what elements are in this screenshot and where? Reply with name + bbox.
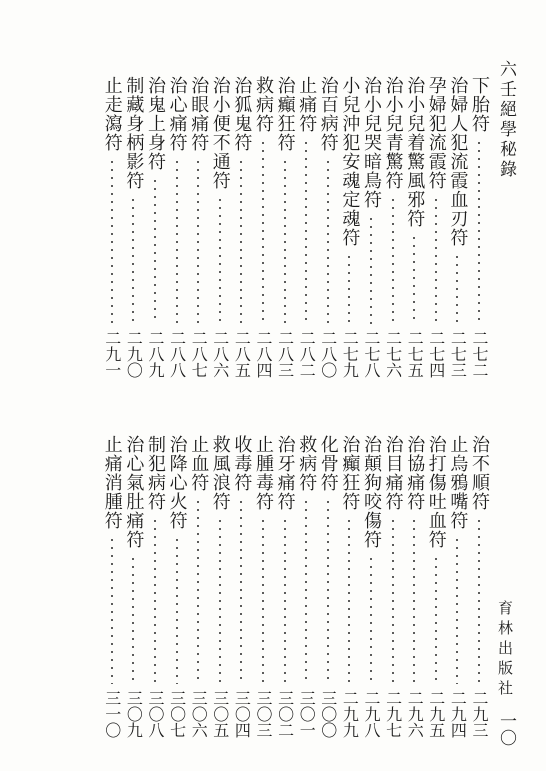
toc-entry-title: 救病符 xyxy=(253,76,274,133)
toc-entry-page: 二七三 xyxy=(448,330,468,378)
toc-entry-page: 二九四 xyxy=(448,690,468,738)
leader-dots xyxy=(262,517,264,684)
toc-entry-title: 止走瀉符 xyxy=(101,76,123,152)
toc-entry-page: 二九八 xyxy=(362,690,381,738)
leader-dots xyxy=(456,253,458,324)
leader-dots xyxy=(132,555,134,684)
toc-entry xyxy=(144,435,166,738)
leader-dots xyxy=(176,158,178,324)
toc-entry-page: 二八九 xyxy=(146,330,165,378)
toc-entry-title: 治鬼上身符 xyxy=(145,76,166,171)
toc-entry-title: 治小兒哭暗鳥符 xyxy=(361,76,382,209)
toc-entry-title: 治百病符 xyxy=(317,76,339,152)
leader-dots xyxy=(392,517,394,684)
toc-entry xyxy=(425,435,447,738)
toc-entry-title: 治癲狂符 xyxy=(339,435,361,511)
toc-entry-title: 制犯病符 xyxy=(145,435,166,511)
toc-entry xyxy=(122,435,144,738)
toc-entry-page: 二七二 xyxy=(470,330,489,378)
toc-entry xyxy=(122,76,144,378)
leader-dots xyxy=(240,158,242,324)
page-number: 一〇 xyxy=(496,712,516,746)
toc-entry-title: 止痛符 xyxy=(296,76,318,133)
leader-dots xyxy=(219,196,221,324)
toc-entry xyxy=(425,76,447,378)
toc-entry-title: 治癲狂符 xyxy=(274,76,296,152)
leader-dots xyxy=(370,215,372,324)
toc-entry-title: 治不順符 xyxy=(469,435,490,511)
leader-dots xyxy=(111,158,113,324)
leader-dots xyxy=(435,196,437,324)
toc-entry-page: 二八八 xyxy=(167,330,187,378)
toc-entry xyxy=(338,435,360,738)
toc-entry-page: 三一〇 xyxy=(102,690,122,738)
toc-entry-title: 救風浪符 xyxy=(209,435,231,511)
toc-entry xyxy=(252,76,274,378)
toc-entry-page: 二七五 xyxy=(405,330,425,378)
toc-entry-title: 孕婦犯流霞符 xyxy=(425,76,447,190)
toc-entry-page: 二八七 xyxy=(189,330,209,378)
toc-entry xyxy=(144,76,166,378)
leader-dots xyxy=(392,196,394,324)
leader-dots xyxy=(327,498,329,684)
leader-dots xyxy=(284,517,286,684)
leader-dots xyxy=(240,498,242,684)
toc-entry-title: 收毒符 xyxy=(231,435,253,492)
toc-entry xyxy=(360,435,382,738)
toc-entry-page: 三〇一 xyxy=(297,690,317,738)
toc-entry xyxy=(338,76,360,378)
toc-entry-page: 三〇七 xyxy=(167,690,187,738)
leader-dots xyxy=(478,517,480,684)
toc-entry xyxy=(166,76,188,378)
toc-entry xyxy=(230,76,252,378)
toc-entry-page: 三〇九 xyxy=(124,690,144,738)
toc-entry-title: 治協痛符 xyxy=(404,435,426,511)
leader-dots xyxy=(370,555,372,684)
toc-entry xyxy=(317,76,339,378)
toc-entry-page: 三〇三 xyxy=(254,690,273,738)
toc-entry-title: 小兒沖犯安魂定魂符 xyxy=(339,76,361,247)
toc-entry-page: 二八三 xyxy=(275,330,295,378)
toc-entry-page: 二九一 xyxy=(102,330,122,378)
leader-dots xyxy=(154,177,156,324)
toc-entry xyxy=(230,435,252,738)
toc-entry-title: 治小兒着驚風邪符 xyxy=(404,76,426,228)
toc-entry-page: 二七六 xyxy=(383,330,403,378)
toc-entry xyxy=(166,435,188,738)
toc-entry xyxy=(209,76,231,378)
leader-dots xyxy=(327,158,329,324)
publisher-name: 育林出版社 xyxy=(496,600,514,700)
toc-entry xyxy=(382,76,404,378)
toc-entry-title: 治婦人犯流霞血刃符 xyxy=(447,76,469,247)
toc-entry xyxy=(360,76,382,378)
toc-entry-page: 二七四 xyxy=(426,330,446,378)
toc-entry-title: 止腫毒符 xyxy=(253,435,274,511)
toc-entry-title: 止血符 xyxy=(188,435,210,492)
toc-entry xyxy=(101,435,123,738)
toc-entry-page: 二九七 xyxy=(383,690,403,738)
toc-entry xyxy=(295,435,317,738)
toc-entry xyxy=(187,435,209,738)
toc-entry-title: 治打傷吐血符 xyxy=(425,435,447,549)
leader-dots xyxy=(219,517,221,684)
toc-entry-page: 二九〇 xyxy=(124,330,144,378)
toc-entry-title: 下胎符 xyxy=(469,76,490,133)
toc-entry xyxy=(274,435,296,738)
toc-entry xyxy=(446,435,468,738)
toc-entry-page: 三〇四 xyxy=(232,690,252,738)
toc-entry xyxy=(468,435,490,738)
toc-entry-title: 止痛消腫符 xyxy=(101,435,123,530)
leader-dots xyxy=(262,139,264,324)
toc-entry-page: 二八四 xyxy=(254,330,273,378)
toc-entry-title: 治心氣肚痛符 xyxy=(123,435,145,549)
toc-entry-title: 治降心火符 xyxy=(166,435,188,530)
toc-entry xyxy=(446,76,468,378)
running-title: 六壬絕學秘錄 xyxy=(496,60,516,180)
toc-entry-title: 制藏身柄影符 xyxy=(123,76,145,190)
leader-dots xyxy=(176,536,178,684)
toc-entry xyxy=(252,435,274,738)
toc-entry-page: 三〇〇 xyxy=(318,690,338,738)
toc-entry-page: 二八六 xyxy=(210,330,230,378)
toc-entry xyxy=(403,435,425,738)
toc-entry-page: 三〇二 xyxy=(275,690,295,738)
toc-entry-page: 二八五 xyxy=(232,330,252,378)
leader-dots xyxy=(284,158,286,324)
toc-entry-title: 救病符 xyxy=(296,435,318,492)
leader-dots xyxy=(478,139,480,324)
toc-entry-title: 治心痛符 xyxy=(166,76,188,152)
toc-entry xyxy=(295,76,317,378)
toc-entry xyxy=(468,76,490,378)
toc-entry xyxy=(317,435,339,738)
toc-entry-title: 治牙痛符 xyxy=(274,435,296,511)
toc-entry-title: 化骨符 xyxy=(317,435,339,492)
toc-entry-page: 二七九 xyxy=(340,330,360,378)
toc-entry-page: 三〇八 xyxy=(146,690,165,738)
leader-dots xyxy=(305,498,307,684)
leader-dots xyxy=(413,234,415,324)
toc-entry-page: 三〇六 xyxy=(189,690,209,738)
leader-dots xyxy=(435,555,437,684)
toc-entry-title: 治狐鬼符 xyxy=(231,76,253,152)
toc-entry-page: 二九六 xyxy=(405,690,425,738)
toc-entry xyxy=(274,76,296,378)
toc-entry-page: 二九九 xyxy=(340,690,360,738)
toc-entry-page: 二九五 xyxy=(426,690,446,738)
toc-entry-title: 治顛狗咬傷符 xyxy=(361,435,382,549)
toc-entry-title: 治目痛符 xyxy=(382,435,404,511)
leader-dots xyxy=(348,253,350,324)
toc-entry-title: 止烏鴉嘴符 xyxy=(447,435,469,530)
toc-entry xyxy=(209,435,231,738)
leader-dots xyxy=(348,517,350,684)
toc-entry xyxy=(382,435,404,738)
toc-entry-title: 治小便不通符 xyxy=(209,76,231,190)
toc-entry xyxy=(101,76,123,378)
leader-dots xyxy=(413,517,415,684)
leader-dots xyxy=(456,536,458,684)
leader-dots xyxy=(197,158,199,324)
leader-dots xyxy=(305,139,307,324)
toc-entry xyxy=(187,76,209,378)
toc-entry-page: 二七八 xyxy=(362,330,381,378)
toc-entry-title: 治眼痛符 xyxy=(188,76,210,152)
leader-dots xyxy=(154,517,156,684)
toc-entry-page: 二九三 xyxy=(470,690,489,738)
toc-entry-title: 治小兒青驚符 xyxy=(382,76,404,190)
toc-entry-page: 二八二 xyxy=(297,330,317,378)
leader-dots xyxy=(197,498,199,684)
leader-dots xyxy=(111,536,113,684)
toc-entry-page: 二八〇 xyxy=(318,330,338,378)
toc-entry-page: 三〇五 xyxy=(210,690,230,738)
toc-entry xyxy=(403,76,425,378)
leader-dots xyxy=(132,196,134,324)
